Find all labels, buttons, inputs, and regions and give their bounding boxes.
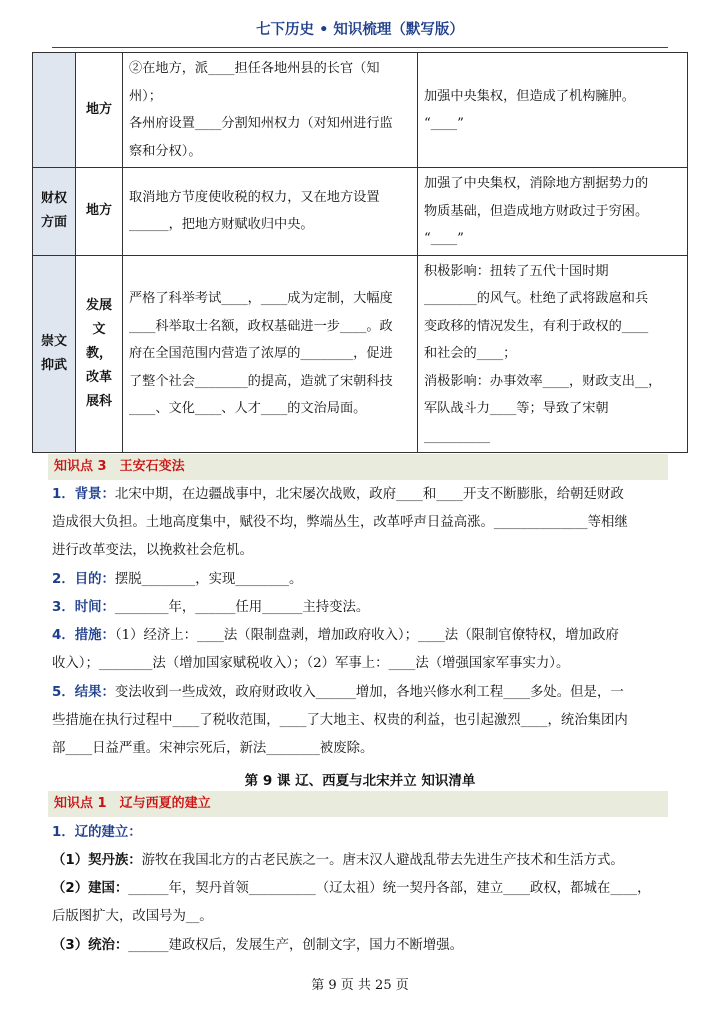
category-label: 财权: [40, 191, 67, 207]
measure-line: 了整个社会________的提高，造就了宋朝科技: [129, 373, 393, 389]
kp3-result-line: 部____日益严重。宋神宗死后，新法________被废除。: [52, 741, 374, 756]
kp3-measures-line: 收入）；________法（增加国家赋税收入）；（2）军事上：____法（增强国家军事实力）。: [52, 656, 570, 671]
subcategory-label: 改革: [85, 369, 112, 385]
knowledge-point-1-bar: [48, 791, 668, 817]
effect-line: ________的风气。杜绝了武将跋扈和兵: [424, 291, 649, 306]
kp3-time-line: [52, 599, 369, 617]
effect-line: “____”: [424, 231, 464, 246]
measures-text: （1）经济上：____法（限制盘剥，增加政府收入）；____法（限制官僚特权，增加政府: [114, 628, 619, 643]
khitan-text: 游牧在我国北方的古老民族之一。唐末汉人避战乱带去先进生产技术和生活方式。: [141, 853, 624, 868]
knowledge-point-3-bar: [48, 454, 668, 480]
rule-line: [52, 937, 463, 955]
subcategory-cell: 地方: [76, 53, 123, 168]
measures-cell: [123, 53, 418, 168]
rule-text: ______建政权后，发展生产，创制文字，国力不断增强。: [128, 938, 464, 953]
measure-line: ____科举取士名额，政权基础进一步____。政: [129, 318, 393, 334]
knowledge-point-1-title: 知识点 1 辽与西夏的建立: [54, 796, 211, 811]
result-text: 变法收到一些成效，政府财政收入______增加，各地兴修水利工程____多处。但是，一: [114, 685, 624, 700]
kp3-background-line: 造成很大负担。土地高度集中，赋役不均，弊端丛生，改革呼声日益高涨。______________等相继: [52, 515, 628, 530]
background-label: 1．背景：: [52, 487, 115, 502]
measure-line: ____、文化____、人才____的文治局面。: [129, 401, 367, 416]
time-label: 3．时间：: [52, 600, 115, 615]
effect-line: 加强中央集权，但造成了机构臃肿。: [424, 88, 635, 104]
category-label: 崇文: [40, 333, 67, 349]
category-cell-empty: [33, 53, 76, 168]
measure-line: 府在全国范围内营造了浓厚的________，促进: [129, 346, 393, 361]
rule-label: （3）统治：: [52, 938, 129, 953]
subcategory-label: 教，: [85, 345, 112, 361]
lesson-9-title: 第 9 课 辽、西夏与北宋并立 知识清单: [244, 773, 476, 789]
measures-cell: [123, 255, 418, 453]
effect-line: “____”: [424, 116, 464, 131]
liao-founding-heading: [52, 824, 142, 842]
effects-cell: [418, 168, 688, 256]
category-label: 抑武: [40, 357, 67, 373]
result-label: 5．结果：: [52, 685, 115, 700]
measure-line: 各州府设置____分割知州权力（对知州进行监: [129, 116, 393, 131]
effect-line: 物质基础，但造成地方财政过于穷困。: [424, 203, 649, 219]
category-cell: [33, 255, 76, 453]
effect-line: 积极影响：扭转了五代十国时期: [424, 263, 609, 279]
measures-cell: [123, 168, 418, 256]
kp3-result-line: [52, 684, 624, 702]
page-footer: 第 9 页 共 25 页: [311, 978, 409, 993]
effect-line: 军队战斗力____等；导致了宋朝: [424, 401, 609, 416]
effect-line: 加强了中央集权，消除地方割据势力的: [424, 176, 649, 191]
subcategory-label: 展科: [85, 393, 112, 409]
header-divider: [52, 47, 668, 48]
table-row-culture: [33, 255, 688, 453]
subcategory-label: 文: [92, 321, 106, 337]
category-cell: [33, 168, 76, 256]
effects-cell: [418, 255, 688, 453]
measure-line: 严格了科举考试____，____成为定制，大幅度: [129, 291, 393, 306]
founding-label: （2）建国：: [52, 881, 129, 896]
category-label: 方面: [40, 215, 67, 231]
kp3-result-line: 些措施在执行过程中____了税收范围，____了大地主、权贵的利益，也引起激烈____，统治集团内: [52, 713, 628, 728]
kp3-goal-line: [52, 571, 302, 589]
effect-line: 变政移的情况发生，有利于政权的____: [424, 318, 649, 334]
background-text: 北宋中期，在边疆战事中，北宋屡次战败，政府____和____开支不断膨胀，给朝廷财政: [114, 487, 624, 502]
khitan-line: [52, 852, 624, 870]
subcategory-cell: [76, 255, 123, 453]
goal-label: 2．目的：: [52, 572, 115, 587]
measure-line: ②在地方，派____担任各地州县的长官（知: [129, 61, 380, 76]
knowledge-table: [32, 52, 688, 453]
goal-text: 摆脱________，实现________。: [114, 572, 303, 587]
kp3-background-line: [52, 486, 624, 504]
knowledge-point-3-title: 知识点 3 王安石变法: [54, 459, 185, 474]
liao-label: 1．辽的建立：: [52, 825, 142, 840]
measures-label: 4．措施：: [52, 628, 115, 643]
kp3-measures-line: [52, 627, 619, 645]
founding-line: [52, 880, 651, 898]
measure-line: ______，把地方财赋收归中央。: [129, 217, 314, 233]
page-header-title: 七下历史 • 知识梳理（默写版）: [256, 22, 464, 38]
effect-line: 消极影响：办事效率____，财政支出__，: [424, 373, 662, 389]
effects-cell: [418, 53, 688, 168]
measure-line: 州）；: [129, 88, 162, 104]
subcategory-label: 发展: [85, 297, 112, 313]
khitan-label: （1）契丹族：: [52, 853, 142, 868]
table-row-finance: [33, 168, 688, 256]
founding-text: ______年，契丹首领__________（辽太祖）统一契丹各部，建立____政权，都城在____，: [128, 881, 651, 896]
table-row-local: [33, 53, 688, 168]
measure-line: 察和分权）。: [129, 143, 202, 159]
effect-line: __________: [424, 428, 490, 444]
founding-line: 后版图扩大，改国号为__。: [52, 909, 213, 924]
effect-line: 和社会的____；: [424, 346, 517, 361]
kp3-background-line: 进行改革变法，以挽救社会危机。: [52, 543, 253, 558]
measure-line: 取消地方节度使收税的权力，又在地方设置: [129, 189, 380, 205]
time-text: ________年，______任用______主持变法。: [114, 600, 370, 615]
subcategory-cell: 地方: [76, 168, 123, 256]
